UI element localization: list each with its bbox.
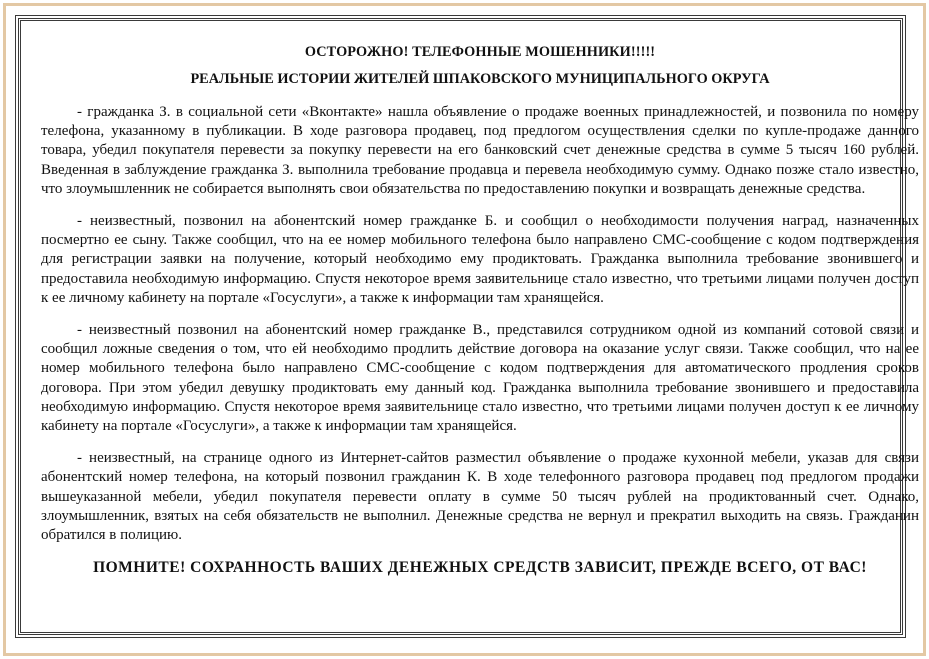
notice-content xyxy=(41,43,919,578)
notice-border-frame xyxy=(18,18,919,635)
notice-footer-warning: ПОМНИТЕ! СОХРАННОСТЬ ВАШИХ ДЕНЕЖНЫХ СРЕДСТВ ЗАВИСИТ, ПРЕЖДЕ ВСЕГО, ОТ ВАС! xyxy=(93,559,867,577)
notice-title: ОСТОРОЖНО! ТЕЛЕФОННЫЕ МОШЕННИКИ!!!!! xyxy=(304,44,656,60)
story-paragraph: - неизвестный, позвонил на абонентский номер гражданке Б. и сообщил о необходимости получения наград, назначенных посмертно ее сыну. Также сообщил, что на ее номер мобильного телефона было направлено СМС-сообщение с кодом подтверждения для регистрации заявки на получение, который необходимо ему продиктовать. Гражданка выполнила требование звонившего и предоставила необходимую информацию. Спустя некоторое время заявительнице стало известно, что третьими лицами получен доступ к ее личному кабинету на портале «Госуслуги», а также к информации там хранящейся. xyxy=(41,213,919,306)
outer-decorative-frame xyxy=(3,3,926,656)
story-paragraph: - гражданка З. в социальной сети «Вконтакте» нашла объявление о продаже военных принадлежностей, и позвонила по номеру телефона, указанному в публикации. В ходе разговора продавец, под предлогом осуществления сделки по купле-продаже данного товара, убедил покупателя перевести за покупку перевести на его банковский счет денежные средства в сумме 5 тысяч 160 рублей. Введенная в заблуждение гражданка З. выполнила требование продавца и перевела необходимую сумму. Однако позже стало известно, что злоумышленник не собирается выполнять свои обязательства по предоставлению покупки и возвращать денежные средства. xyxy=(41,104,919,197)
story-paragraph: - неизвестный позвонил на абонентский номер гражданке В., представился сотрудником одной из компаний сотовой связи и сообщил ложные сведения о том, что ей необходимо продлить действие договора на оказание услуг связи. Также сообщил, что на ее номер мобильного телефона было направлено СМС-сообщение с кодом подтверждения для автоматического продления сроков договора. При этом убедил девушку продиктовать ему данный код. Гражданка выполнила требование звонившего и предоставила необходимую информацию. Спустя некоторое время заявительнице стало известно, что третьими лицами получен доступ к ее личному кабинету на портале «Госуслуги», а также к информации там хранящейся. xyxy=(41,322,919,435)
story-paragraph: - неизвестный, на странице одного из Интернет-сайтов разместил объявление о продаже кухонной мебели, указав для связи абонентский номер телефона, на который позвонил гражданин К. В ходе телефонного разговора продавец под предлогом продажи вышеуказанной мебели, убедил покупателя перевести оплату в сумме 50 тысяч рублей на продиктованный счет. Однако, злоумышленник, взятых на себя обязательств не выполнил. Денежные средства не вернул и прекратил выходить на связь. Гражданин обратился в полицию. xyxy=(41,450,919,544)
notice-subtitle: РЕАЛЬНЫЕ ИСТОРИИ ЖИТЕЛЕЙ ШПАКОВСКОГО МУНИЦИПАЛЬНОГО ОКРУГА xyxy=(190,71,770,87)
